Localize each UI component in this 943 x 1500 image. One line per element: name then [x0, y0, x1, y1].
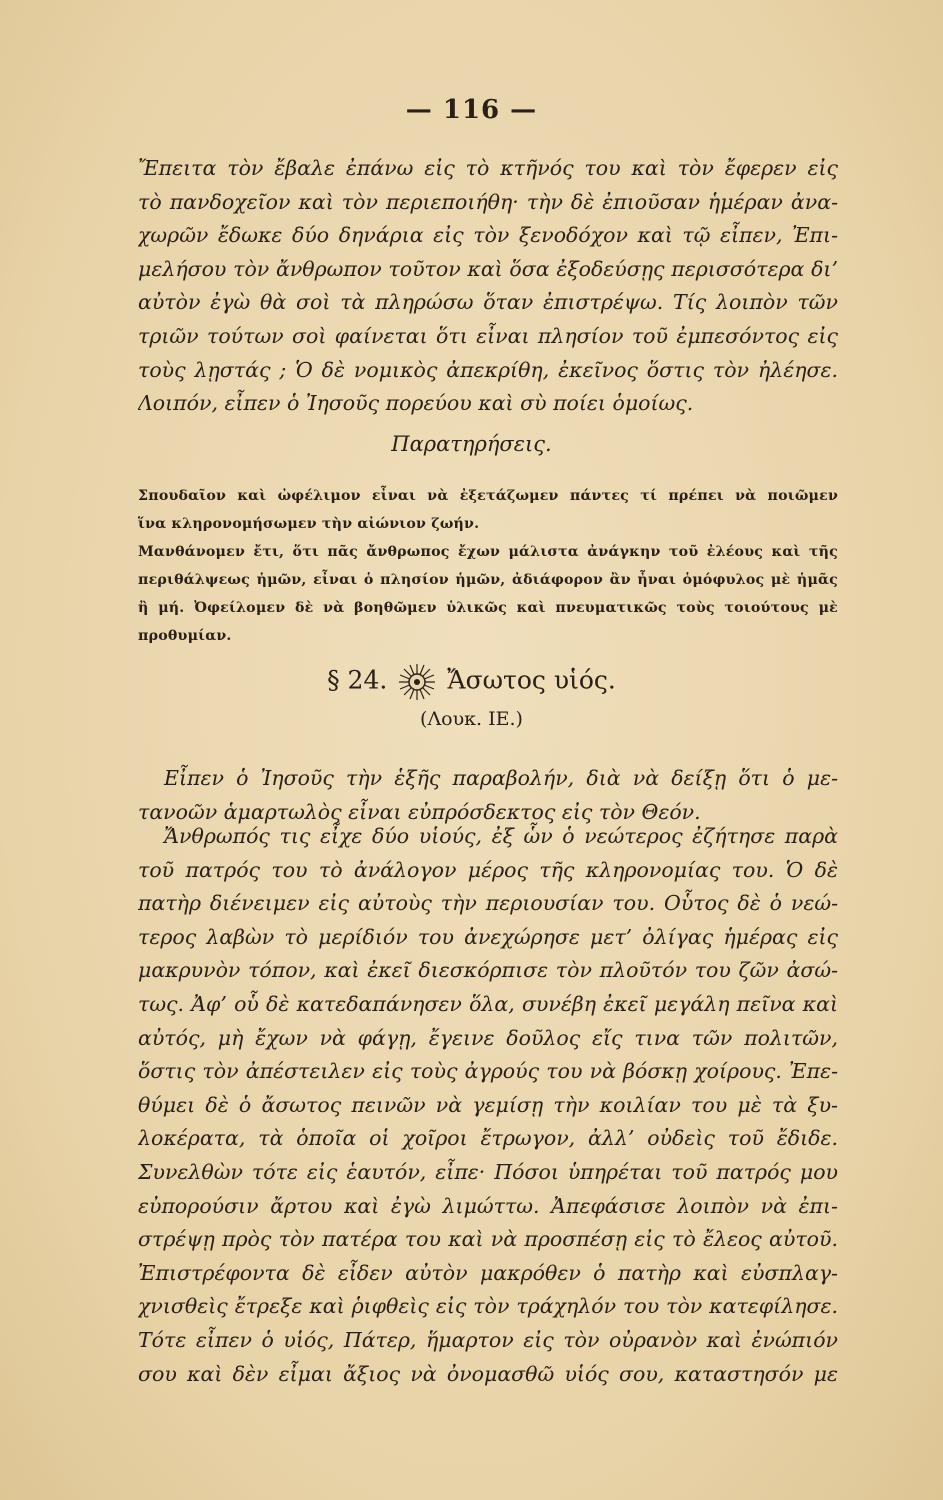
sun-ornament-icon — [397, 662, 437, 702]
remark-line: Σπουδαῖον καὶ ὠφέλιμον εἶναι νὰ ἐξετάζωμεν πάντες τί πρέπει νὰ ποιῶμεν — [138, 488, 838, 504]
text-line: εὐπορούσιν ἄρτου καὶ ἐγὼ λιμώττω. Ἀπεφάσισε λοιπὸν νὰ ἐπι- — [138, 1193, 838, 1218]
text-line: χνισθεὶς ἔτρεξε καὶ ῥιφθεὶς εἰς τὸν τράχηλόν του τὸν κατεφίλησε. — [138, 1294, 838, 1319]
section-heading: Ἄσωτος υἱός. — [447, 665, 616, 695]
text-line: θύμει δὲ ὁ ἄσωτος πεινῶν νὰ γεμίσῃ τὴν κοιλίαν του μὲ τὰ ξυ- — [138, 1092, 838, 1117]
text-line: σου καὶ δὲν εἶμαι ἄξιος νὰ ὀνομασθῶ υἱός σου, καταστησόν με — [138, 1361, 838, 1386]
text-line: τὸ πανδοχεῖον καὶ τὸν περιεποιήθη· τὴν δὲ ἐπιοῦσαν ἡμέραν ἀνα- — [138, 189, 838, 214]
text-line: τως. Ἀφ’ οὗ δὲ κατεδαπάνησεν ὅλα, συνέβη ἐκεῖ μεγάλη πεῖνα καὶ — [138, 991, 838, 1016]
text-line: Λοιπόν, εἶπεν ὁ Ἰησοῦς πορεύου καὶ σὺ ποίει ὁμοίως. — [138, 391, 694, 416]
text-line: τανοῶν ἁμαρτωλὸς εἶναι εὐπρόσδεκτος εἰς τὸν Θεόν. — [138, 799, 701, 824]
text-line: στρέψῃ πρὸς τὸν πατέρα του καὶ νὰ προσπέσῃ εἰς τὸ ἔλεος αὐτοῦ. — [138, 1227, 838, 1252]
remark-line: ἢ μή. Ὀφείλομεν δὲ νὰ βοηθῶμεν ὑλικῶς καὶ πνευματικῶς τοὺς τοιούτους μὲ — [138, 600, 838, 616]
text-line: αὐτός, μὴ ἔχων νὰ φάγῃ, ἔγεινε δοῦλος εἴς τινα τῶν πολιτῶν, — [138, 1025, 838, 1050]
text-line: Εἶπεν ὁ Ἰησοῦς τὴν ἑξῆς παραβολήν, διὰ νὰ δείξῃ ὅτι ὁ με- — [164, 766, 838, 790]
scripture-reference: (Λουκ. ΙΕ.) — [420, 708, 523, 730]
remark-line: περιθάλψεως ἡμῶν, εἶναι ὁ πλησίον ἡμῶν, ἀδιάφορον ἂν ἦναι ὁμόφυλος μὲ ἡμᾶς — [138, 572, 838, 588]
page-number: — 116 — — [405, 95, 538, 125]
text-line: μελήσου τὸν ἄνθρωπον τοῦτον καὶ ὅσα ἐξοδεύσῃς περισσότερα δι’ — [138, 256, 838, 281]
text-line: αὐτὸν ἐγὼ θὰ σοὶ τὰ πληρώσω ὅταν ἐπιστρέψω. Τίς λοιπὸν τῶν — [138, 290, 838, 315]
text-line: τριῶν τούτων σοὶ φαίνεται ὅτι εἶναι πλησίον τοῦ ἐμπεσόντος εἰς — [138, 323, 838, 348]
text-line: τοὺς λῃστάς ; Ὁ δὲ νομικὸς ἀπεκρίθη, ἐκεῖνος ὅστις τὸν ἠλέησε. — [138, 357, 838, 382]
text-line: Ἔπειτα τὸν ἔβαλε ἐπάνω εἰς τὸ κτῆνός του καὶ τὸν ἔφερεν εἰς — [138, 156, 838, 180]
section-title — [0, 662, 943, 702]
paragraph-samaritan-end — [138, 152, 838, 421]
remarks-heading: Παρατηρήσεις. — [391, 432, 552, 456]
text-line: Ἐπιστρέφοντα δὲ εἶδεν αὐτὸν μακρόθεν ὁ πατὴρ καὶ εὐσπλαγ- — [138, 1260, 838, 1285]
section-number: § 24. — [327, 665, 388, 695]
text-line: Ἄνθρωπός τις εἶχε δύο υἱούς, ἐξ ὧν ὁ νεώτερος ἐζήτησε παρὰ — [164, 824, 838, 848]
text-line: Τότε εἶπεν ὁ υἱός, Πάτερ, ἥμαρτον εἰς τὸν οὐρανὸν καὶ ἐνώπιόν — [138, 1327, 838, 1352]
text-line: μακρυνὸν τόπον, καὶ ἐκεῖ διεσκόρπισε τὸν πλοῦτόν του ζῶν ἀσώ- — [138, 958, 838, 983]
text-line: χωρῶν ἔδωκε δύο δηνάρια εἰς τὸν ξενοδόχον καὶ τῷ εἶπεν, Ἐπι- — [138, 223, 838, 248]
remarks-block — [138, 482, 838, 650]
text-line: πατὴρ διένειμεν εἰς αὐτοὺς τὴν περιουσίαν του. Οὗτος δὲ ὁ νεώ- — [138, 891, 838, 916]
text-line: τερος λαβὼν τὸ μερίδιόν του ἀνεχώρησε μετ’ ὀλίγας ἡμέρας εἰς — [138, 924, 838, 949]
remark-line: Μανθάνομεν ἔτι, ὅτι πᾶς ἄνθρωπος ἔχων μάλιστα ἀνάγκην τοῦ ἐλέους καὶ τῆς — [138, 544, 838, 560]
text-line: ὅστις τὸν ἀπέστειλεν εἰς τοὺς ἀγρούς του νὰ βόσκῃ χοίρους. Ἐπε- — [138, 1059, 838, 1084]
remark-line: προθυμίαν. — [138, 628, 232, 644]
remark-line: ἵνα κληρονομήσωμεν τὴν αἰώνιον ζωήν. — [138, 516, 480, 532]
text-line: Συνελθὼν τότε εἰς ἑαυτόν, εἶπε· Πόσοι ὑπηρέται τοῦ πατρός μου — [138, 1159, 838, 1184]
text-line: λοκέρατα, τὰ ὁποῖα οἱ χοῖροι ἔτρωγον, ἀλλ’ οὐδεὶς τοῦ ἔδιδε. — [138, 1126, 838, 1151]
paragraph-parable — [138, 820, 838, 1391]
text-line: τοῦ πατρός του τὸ ἀνάλογον μέρος τῆς κληρονομίας του. Ὁ δὲ — [138, 857, 838, 882]
